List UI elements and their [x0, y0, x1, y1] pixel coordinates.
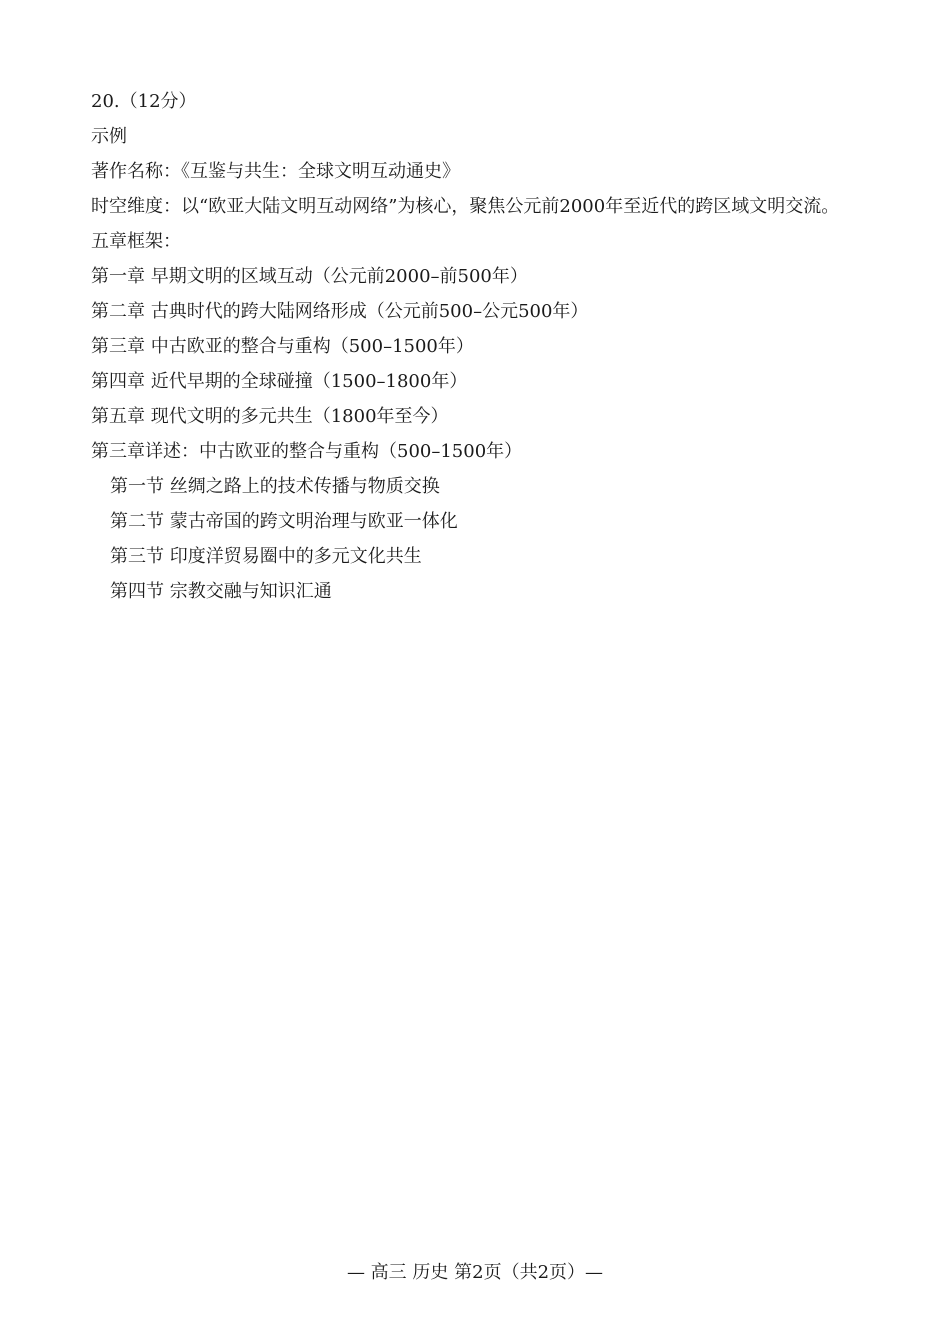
framework-label: 五章框架：: [91, 231, 181, 252]
example-label: 示例: [91, 126, 127, 147]
chapter-3: 第三章 中古欧亚的整合与重构（500–1500年）: [91, 336, 474, 357]
chapter-2: 第二章 古典时代的跨大陆网络形成（公元前500–公元500年）: [91, 301, 589, 322]
chapter-5: 第五章 现代文明的多元共生（1800年至今）: [91, 406, 449, 427]
page-footer: — 高三 历史 第2页（共2页）—: [346, 1262, 604, 1283]
answer-content: [91, 84, 871, 609]
chapter-4: 第四章 近代早期的全球碰撞（1500–1800年）: [91, 371, 468, 392]
work-title: 著作名称：《互鉴与共生：全球文明互动通史》: [91, 161, 460, 182]
time-space-dimension: 时空维度：以“欧亚大陆文明互动网络”为核心，聚焦公元前2000年至近代的跨区域文明交流。: [91, 196, 840, 217]
section-3: 第三节 印度洋贸易圈中的多元文化共生: [110, 546, 422, 567]
section-4: 第四节 宗教交融与知识汇通: [110, 581, 332, 602]
section-1: 第一节 丝绸之路上的技术传播与物质交换: [110, 476, 440, 497]
chapter-3-detail-label: 第三章详述：中古欧亚的整合与重构（500–1500年）: [91, 441, 523, 462]
section-2: 第二节 蒙古帝国的跨文明治理与欧亚一体化: [110, 511, 458, 532]
question-number: 20.（12分）: [91, 91, 197, 112]
chapter-1: 第一章 早期文明的区域互动（公元前2000–前500年）: [91, 266, 528, 287]
